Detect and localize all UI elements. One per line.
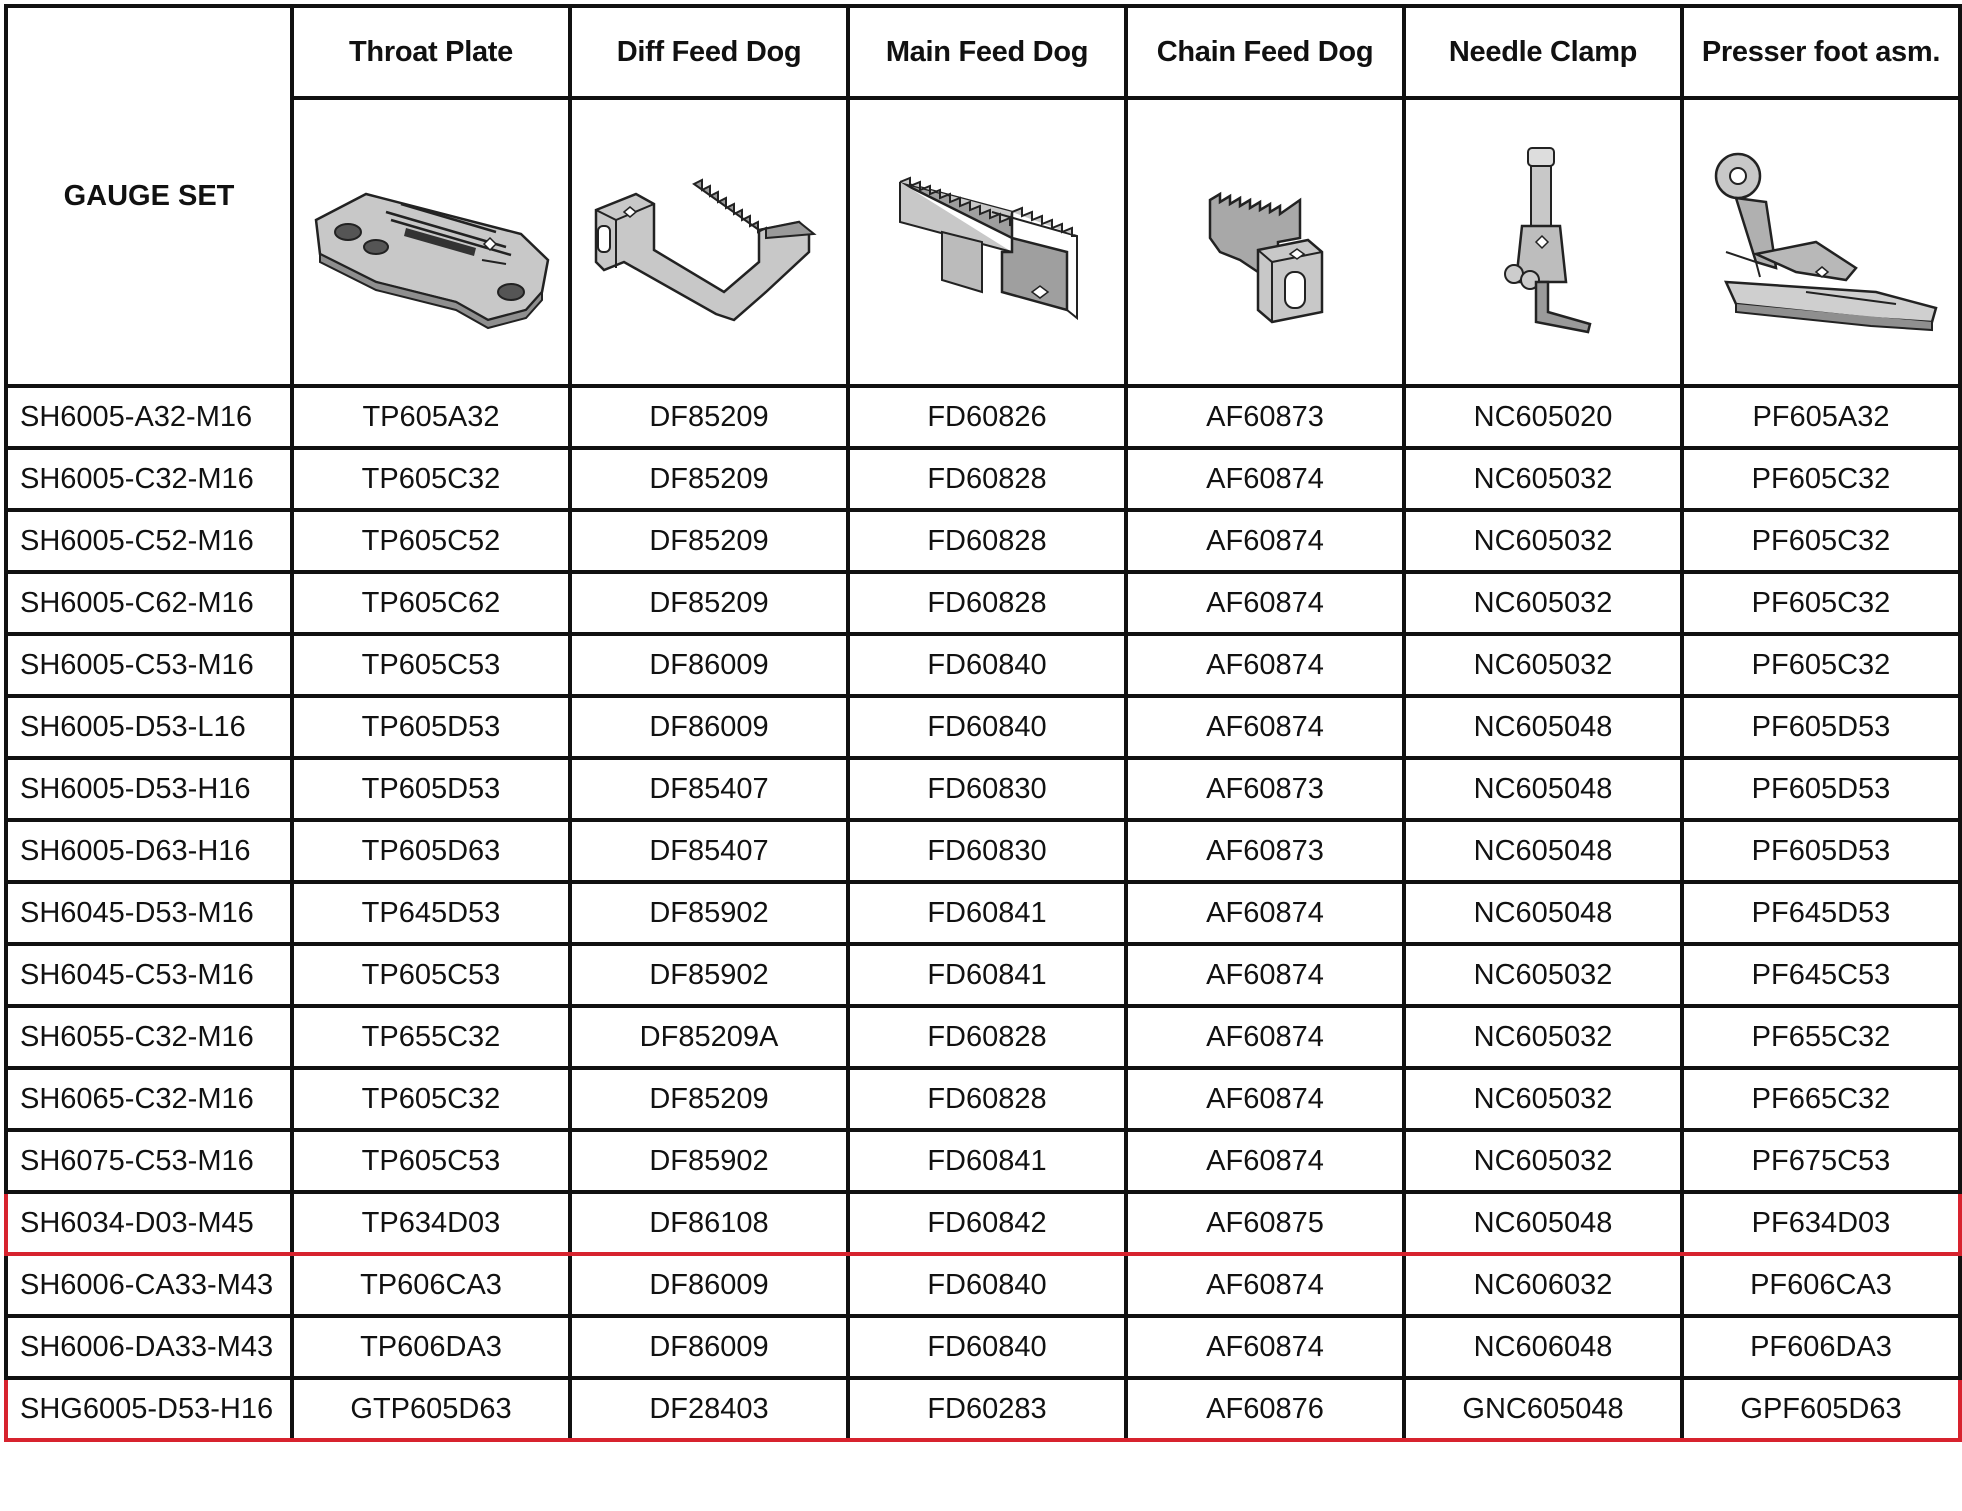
part-number-cell: AF60873 [1126, 820, 1404, 882]
part-number-cell: AF60874 [1126, 510, 1404, 572]
gauge-set-cell: SH6034-D03-M45 [6, 1192, 292, 1254]
part-number-cell: NC605032 [1404, 1068, 1682, 1130]
col-header-diff-feed-dog: Diff Feed Dog [570, 6, 848, 98]
part-number-cell: PF605D53 [1682, 758, 1960, 820]
part-number-cell: FD60830 [848, 758, 1126, 820]
part-number-cell: PF675C53 [1682, 1130, 1960, 1192]
part-number-cell: FD60830 [848, 820, 1126, 882]
table-row [6, 882, 1960, 944]
part-number-cell: NC605032 [1404, 1130, 1682, 1192]
presser-foot-icon [1696, 142, 1946, 342]
throat-plate-image-cell [292, 98, 570, 386]
part-number-cell: DF85902 [570, 1130, 848, 1192]
part-number-cell: AF60874 [1126, 448, 1404, 510]
part-number-cell: TP605D53 [292, 758, 570, 820]
part-number-cell: DF86009 [570, 634, 848, 696]
table-row [6, 1130, 1960, 1192]
part-number-cell: FD60828 [848, 510, 1126, 572]
table-row [6, 1006, 1960, 1068]
part-number-cell: NC605032 [1404, 448, 1682, 510]
part-number-cell: FD60828 [848, 572, 1126, 634]
part-number-cell: FD60826 [848, 386, 1126, 448]
part-number-cell: NC605048 [1404, 882, 1682, 944]
part-number-cell: AF60874 [1126, 944, 1404, 1006]
presser-foot-image-cell [1682, 98, 1960, 386]
part-number-cell: NC605032 [1404, 510, 1682, 572]
part-number-cell: AF60873 [1126, 758, 1404, 820]
gauge-set-table [4, 4, 1962, 1442]
part-number-cell: AF60874 [1126, 1068, 1404, 1130]
needle-clamp-image-cell [1404, 98, 1682, 386]
part-number-cell: DF86009 [570, 1316, 848, 1378]
part-number-cell: TP605C62 [292, 572, 570, 634]
part-number-cell: FD60840 [848, 634, 1126, 696]
part-number-cell: TP605D53 [292, 696, 570, 758]
part-number-cell: FD60840 [848, 1316, 1126, 1378]
part-number-cell: AF60873 [1126, 386, 1404, 448]
gauge-set-cell: SH6005-D63-H16 [6, 820, 292, 882]
part-number-cell: PF605C32 [1682, 634, 1960, 696]
gauge-set-cell: SH6065-C32-M16 [6, 1068, 292, 1130]
gauge-set-cell: SH6005-D53-H16 [6, 758, 292, 820]
table-row [6, 510, 1960, 572]
gauge-set-header: GAUGE SET [6, 6, 292, 386]
part-number-cell: DF85209 [570, 386, 848, 448]
part-number-cell: NC605048 [1404, 696, 1682, 758]
part-number-cell: PF655C32 [1682, 1006, 1960, 1068]
part-number-cell: DF85209 [570, 1068, 848, 1130]
part-number-cell: DF85209A [570, 1006, 848, 1068]
table-row [6, 1378, 1960, 1440]
col-header-main-feed-dog: Main Feed Dog [848, 6, 1126, 98]
main-feed-dog-icon [862, 142, 1112, 342]
table-row [6, 1068, 1960, 1130]
table-row [6, 820, 1960, 882]
part-number-cell: TP634D03 [292, 1192, 570, 1254]
gauge-set-cell: SHG6005-D53-H16 [6, 1378, 292, 1440]
part-number-cell: PF606CA3 [1682, 1254, 1960, 1316]
part-number-cell: PF605D53 [1682, 820, 1960, 882]
part-number-cell: NC605048 [1404, 758, 1682, 820]
part-number-cell: AF60874 [1126, 696, 1404, 758]
part-number-cell: DF85407 [570, 758, 848, 820]
part-number-cell: DF85209 [570, 510, 848, 572]
chain-feed-dog-image-cell [1126, 98, 1404, 386]
table-row [6, 1192, 1960, 1254]
part-number-cell: TP605C52 [292, 510, 570, 572]
part-number-cell: FD60828 [848, 1068, 1126, 1130]
part-number-cell: PF605C32 [1682, 510, 1960, 572]
part-number-cell: TP655C32 [292, 1006, 570, 1068]
part-number-cell: NC605048 [1404, 820, 1682, 882]
part-number-cell: PF645C53 [1682, 944, 1960, 1006]
part-number-cell: DF85209 [570, 448, 848, 510]
part-number-cell: TP605D63 [292, 820, 570, 882]
col-header-chain-feed-dog: Chain Feed Dog [1126, 6, 1404, 98]
part-number-cell: TP605C53 [292, 1130, 570, 1192]
part-number-cell: GTP605D63 [292, 1378, 570, 1440]
part-number-cell: AF60874 [1126, 572, 1404, 634]
table-row [6, 1254, 1960, 1316]
part-number-cell: PF605A32 [1682, 386, 1960, 448]
part-number-cell: PF634D03 [1682, 1192, 1960, 1254]
part-number-cell: FD60841 [848, 882, 1126, 944]
gauge-set-cell: SH6005-A32-M16 [6, 386, 292, 448]
part-number-cell: NC605020 [1404, 386, 1682, 448]
part-number-cell: TP605C32 [292, 448, 570, 510]
part-number-cell: FD60840 [848, 1254, 1126, 1316]
part-number-cell: DF85407 [570, 820, 848, 882]
col-header-throat-plate: Throat Plate [292, 6, 570, 98]
part-number-cell: TP605C32 [292, 1068, 570, 1130]
part-number-cell: PF605C32 [1682, 572, 1960, 634]
gauge-set-cell: SH6006-CA33-M43 [6, 1254, 292, 1316]
part-number-cell: DF86009 [570, 1254, 848, 1316]
needle-clamp-icon [1418, 142, 1668, 342]
col-header-presser-foot: Presser foot asm. [1682, 6, 1960, 98]
part-number-cell: AF60875 [1126, 1192, 1404, 1254]
part-number-cell: DF85902 [570, 882, 848, 944]
gauge-set-cell: SH6045-C53-M16 [6, 944, 292, 1006]
part-number-cell: AF60874 [1126, 1316, 1404, 1378]
table-row [6, 634, 1960, 696]
part-number-cell: TP605C53 [292, 634, 570, 696]
part-number-cell: NC605032 [1404, 572, 1682, 634]
gauge-set-cell: SH6005-C62-M16 [6, 572, 292, 634]
table-row [6, 758, 1960, 820]
part-number-cell: AF60876 [1126, 1378, 1404, 1440]
throat-plate-icon [306, 142, 556, 342]
gauge-set-cell: SH6005-C53-M16 [6, 634, 292, 696]
diff-feed-dog-image-cell [570, 98, 848, 386]
part-number-cell: NC605032 [1404, 944, 1682, 1006]
part-number-cell: AF60874 [1126, 882, 1404, 944]
part-number-cell: NC606032 [1404, 1254, 1682, 1316]
part-number-cell: FD60828 [848, 1006, 1126, 1068]
part-number-cell: TP645D53 [292, 882, 570, 944]
part-number-cell: FD60841 [848, 1130, 1126, 1192]
part-number-cell: NC605048 [1404, 1192, 1682, 1254]
gauge-set-cell: SH6005-D53-L16 [6, 696, 292, 758]
diff-feed-dog-icon [584, 142, 834, 342]
part-number-cell: PF606DA3 [1682, 1316, 1960, 1378]
part-number-cell: AF60874 [1126, 1130, 1404, 1192]
part-number-cell: PF645D53 [1682, 882, 1960, 944]
table-row [6, 386, 1960, 448]
part-number-cell: FD60842 [848, 1192, 1126, 1254]
part-number-cell: DF28403 [570, 1378, 848, 1440]
part-number-cell: NC605032 [1404, 634, 1682, 696]
part-number-cell: FD60283 [848, 1378, 1126, 1440]
table-row [6, 696, 1960, 758]
part-number-cell: DF85902 [570, 944, 848, 1006]
part-number-cell: PF665C32 [1682, 1068, 1960, 1130]
table-row [6, 448, 1960, 510]
part-number-cell: TP606CA3 [292, 1254, 570, 1316]
col-header-needle-clamp: Needle Clamp [1404, 6, 1682, 98]
part-number-cell: PF605C32 [1682, 448, 1960, 510]
part-number-cell: FD60828 [848, 448, 1126, 510]
part-number-cell: TP605C53 [292, 944, 570, 1006]
gauge-set-cell: SH6005-C52-M16 [6, 510, 292, 572]
main-feed-dog-image-cell [848, 98, 1126, 386]
part-number-cell: AF60874 [1126, 634, 1404, 696]
gauge-set-cell: SH6075-C53-M16 [6, 1130, 292, 1192]
chain-feed-dog-icon [1140, 142, 1390, 342]
part-number-cell: GNC605048 [1404, 1378, 1682, 1440]
gauge-set-cell: SH6045-D53-M16 [6, 882, 292, 944]
gauge-set-cell: SH6005-C32-M16 [6, 448, 292, 510]
gauge-set-cell: SH6006-DA33-M43 [6, 1316, 292, 1378]
part-number-cell: FD60840 [848, 696, 1126, 758]
part-number-cell: GPF605D63 [1682, 1378, 1960, 1440]
part-number-cell: NC605032 [1404, 1006, 1682, 1068]
table-row [6, 1316, 1960, 1378]
table-row [6, 572, 1960, 634]
part-number-cell: AF60874 [1126, 1254, 1404, 1316]
table-row [6, 944, 1960, 1006]
part-number-cell: DF86009 [570, 696, 848, 758]
part-number-cell: FD60841 [848, 944, 1126, 1006]
part-number-cell: NC606048 [1404, 1316, 1682, 1378]
part-number-cell: PF605D53 [1682, 696, 1960, 758]
gauge-set-cell: SH6055-C32-M16 [6, 1006, 292, 1068]
part-number-cell: AF60874 [1126, 1006, 1404, 1068]
part-number-cell: DF85209 [570, 572, 848, 634]
part-number-cell: TP605A32 [292, 386, 570, 448]
part-number-cell: TP606DA3 [292, 1316, 570, 1378]
part-number-cell: DF86108 [570, 1192, 848, 1254]
